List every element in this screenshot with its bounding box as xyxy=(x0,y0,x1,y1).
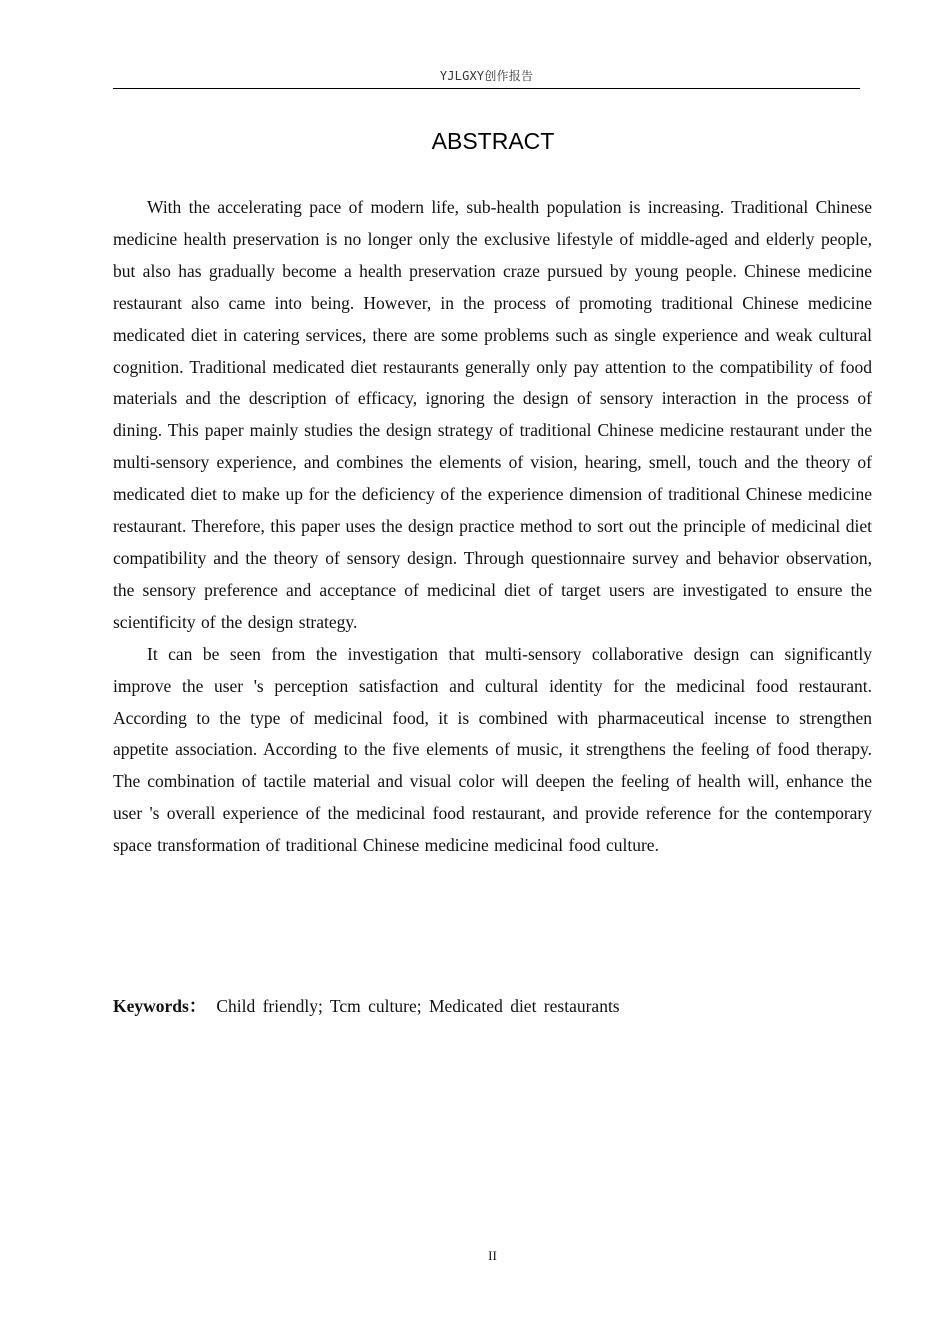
abstract-paragraph-1: With the accelerating pace of modern life, sub-health population is increasing. Traditional Chinese medicine health preservation is no longer only the exclusive lifestyle of middle-aged and elderly people, but also has gradually become a health preservation craze pursued by young people. Chinese medicine restaurant also came into being. However, in the process of promoting traditional Chinese medicine medicated diet in catering services, there are some problems such as single experience and weak cultural cognition. Traditional medicated diet restaurants generally only pay attention to the compatibility of food materials and the description of efficacy, ignoring the design of sensory interaction in the process of dining. This paper mainly studies the design strategy of traditional Chinese medicine restaurant under the multi-sensory experience, and combines the elements of vision, hearing, smell, touch and the theory of medicated diet to make up for the deficiency of the experience dimension of traditional Chinese medicine restaurant. Therefore, this paper uses the design practice method to sort out the principle of medicinal diet compatibility and the theory of sensory design. Through questionnaire survey and behavior observation, the sensory preference and acceptance of medicinal diet of target users are investigated to ensure the scientificity of the design strategy. xyxy=(113,197,872,632)
abstract-paragraph-2: It can be seen from the investigation that multi-sensory collaborative design can significantly improve the user 's perception satisfaction and cultural identity for the medicinal food restaurant. According to the type of medicinal food, it is combined with pharmaceutical incense to strengthen appetite association. According to the five elements of music, it strengthens the feeling of food therapy. The combination of tactile material and visual color will deepen the feeling of health will, enhance the user 's overall experience of the medicinal food restaurant, and provide reference for the contemporary space transformation of traditional Chinese medicine medicinal food culture. xyxy=(113,643,872,856)
keywords-label: Keywords： xyxy=(113,996,207,1016)
abstract-body xyxy=(113,192,872,862)
keywords-line xyxy=(113,991,872,1021)
abstract-title: ABSTRACT xyxy=(431,128,555,154)
page-header: YJLGXY创作报告 xyxy=(113,66,860,89)
page-number: II xyxy=(488,1248,497,1263)
keywords-value: Child friendly; Tcm culture; Medicated diet restaurants xyxy=(216,996,620,1016)
